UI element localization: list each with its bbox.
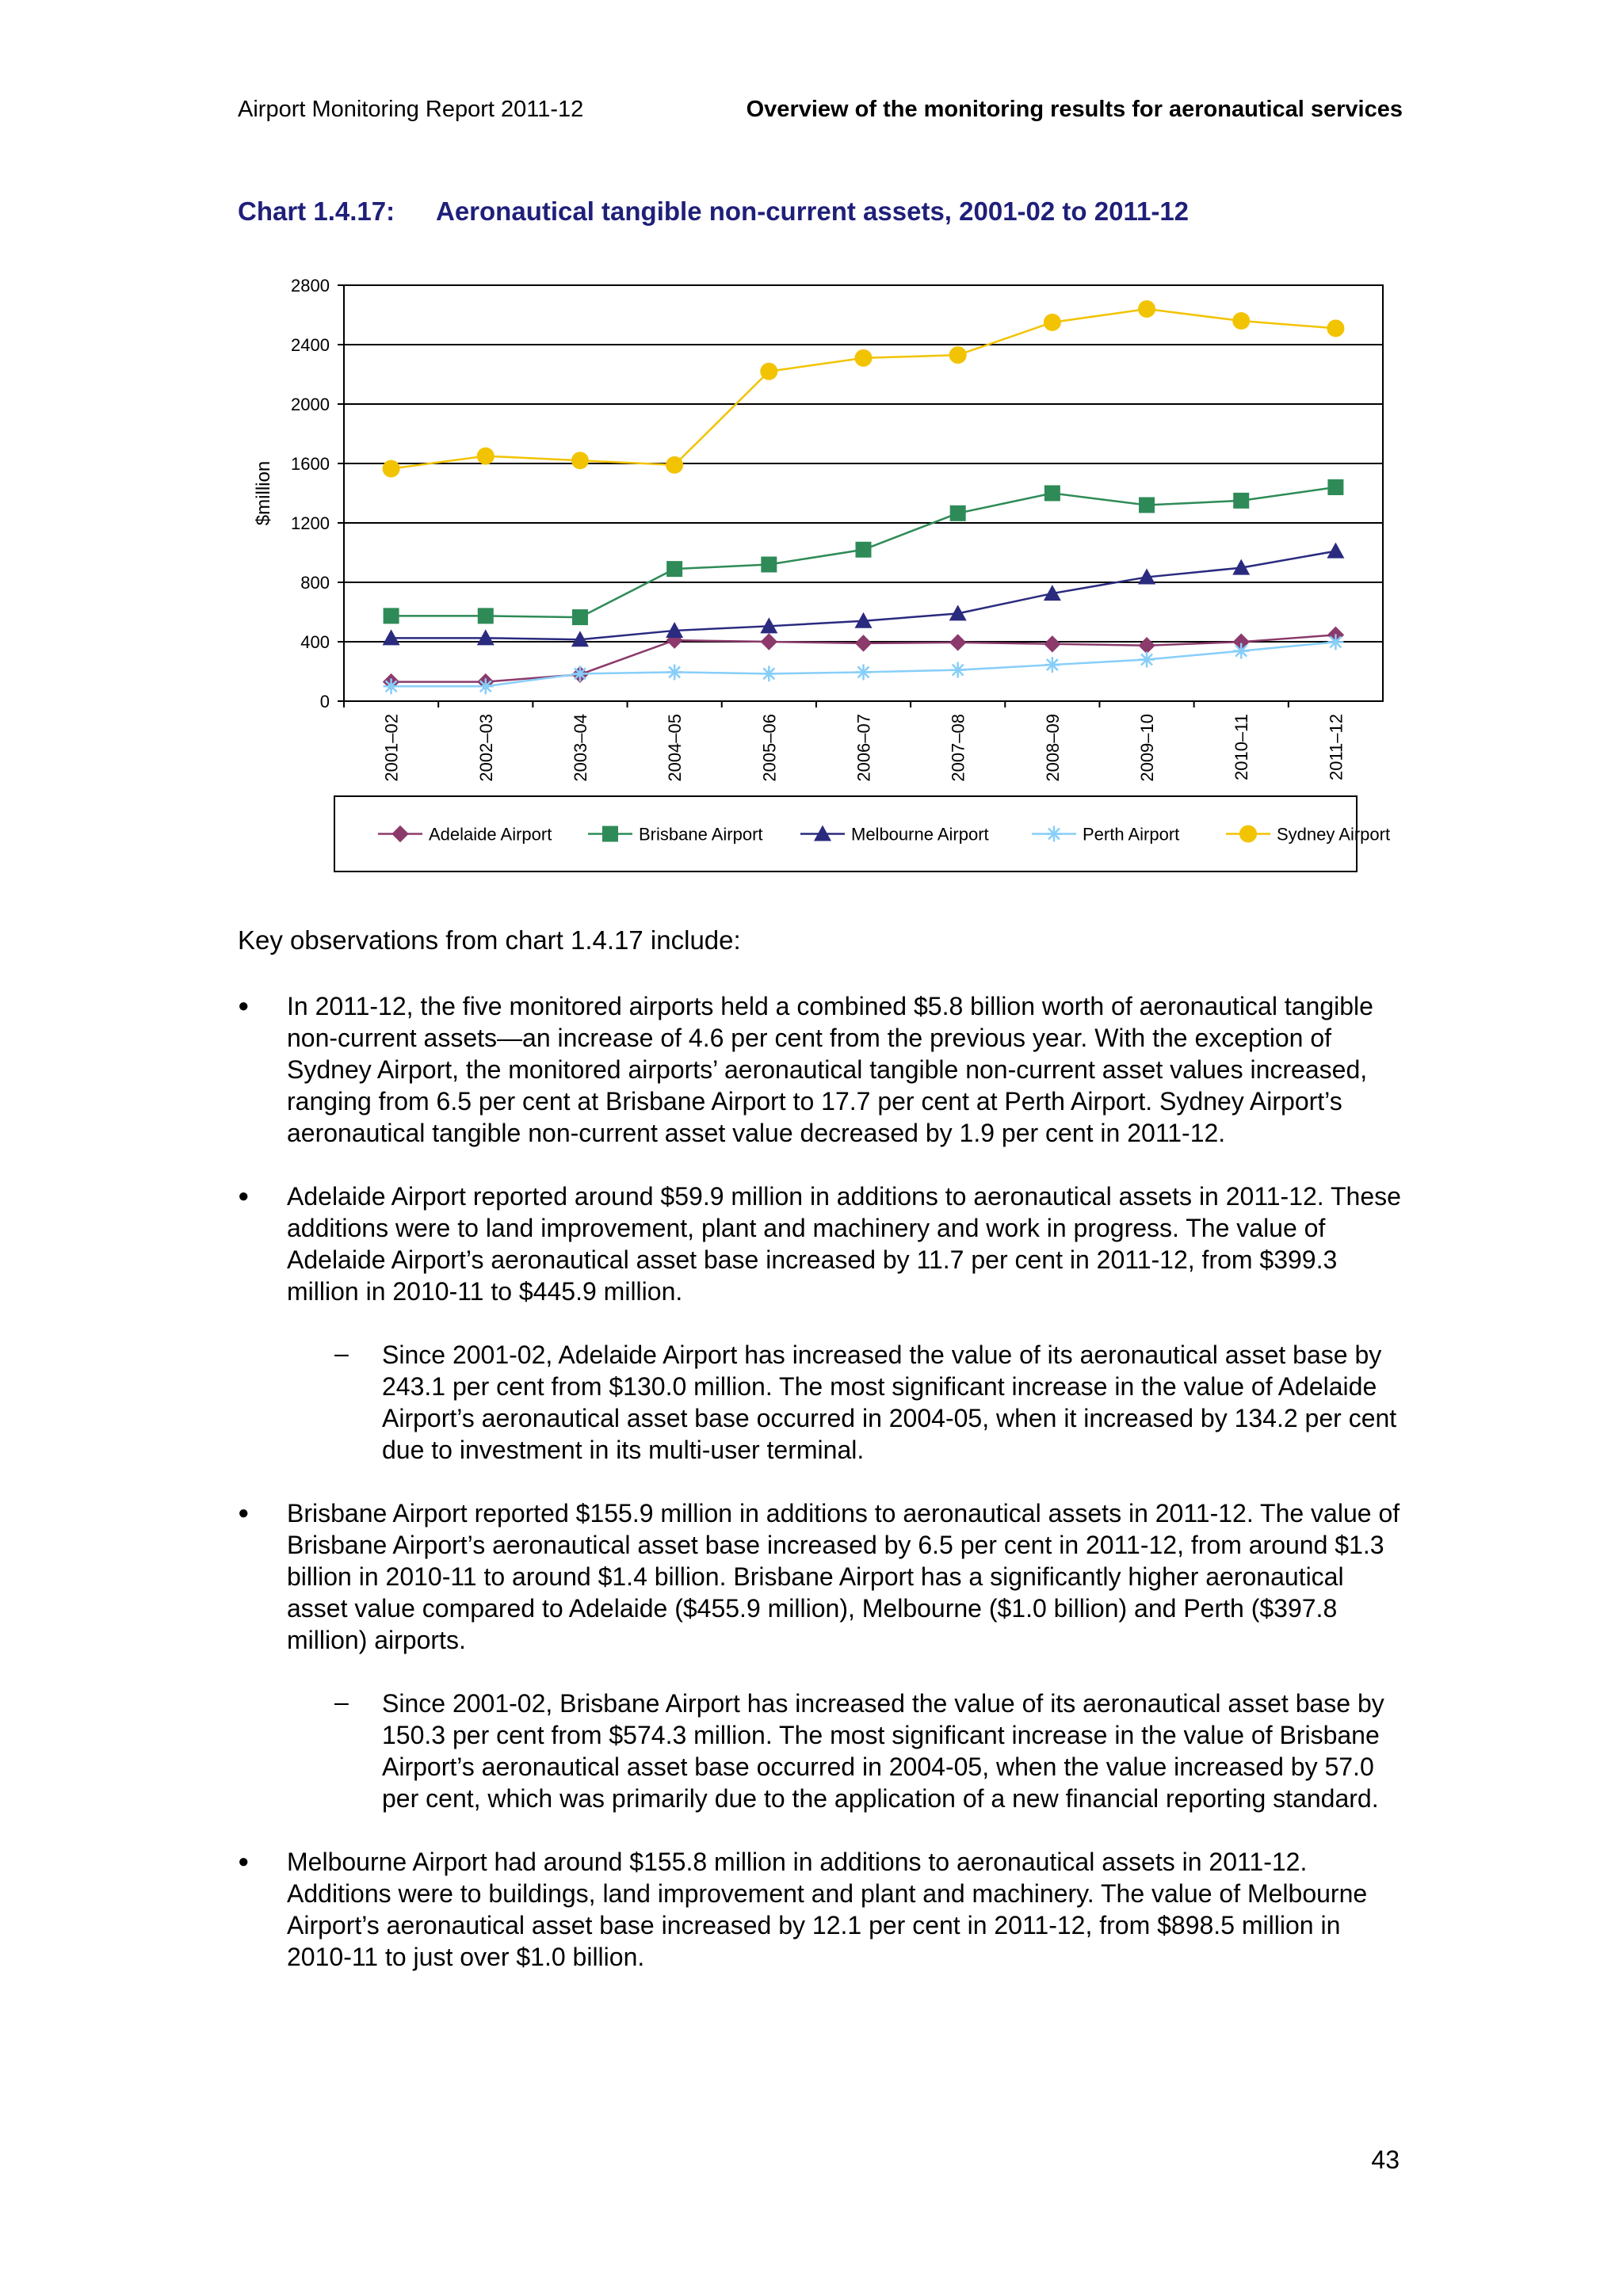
y-tick-label-800: 800 <box>300 573 330 593</box>
bullet-brisbane: ● Brisbane Airport reported $155.9 million in additions to aeronautical assets in 2011-12. The value of Brisbane Airport’s aeronautical asset base increased by 6.5 per cent in 2011-12, from around $1.3 billion in 2010-11 to around $1.4 billion. Brisbane Airport has a significantly higher aeronautical asset value compared to Adelaide ($455.9 million), Melbourne ($1.0 billion) and Perth ($397.8 million) airports. <box>238 1497 1411 1656</box>
x-tick-label-2002-03: 2002–03 <box>475 714 496 782</box>
point-sydney-airport-2006-07 <box>855 349 873 367</box>
point-brisbane-airport-2005-06 <box>761 557 777 573</box>
point-perth-airport-2008-09 <box>1044 657 1060 673</box>
header-section-title: Overview of the monitoring results for aeronautical services <box>746 97 1403 122</box>
sub-bullet-adelaide: – Since 2001-02, Adelaide Airport has increased the value of its aeronautical asset base by 243.1 per cent from $130.0 million. The most significant increase in the value of Adelaide Airport’s aeronautical asset base occurred in 2004-05, when it increased by 134.2 per cent due to investment in its multi-user terminal. <box>238 1339 1411 1466</box>
bullet-adelaide: ● Adelaide Airport reported around $59.9 million in additions to aeronautical assets in 2011-12. These additions were to land improvement, plant and machinery and work in progress. The value of Adelaide Airport’s aeronautical asset base increased by 11.7 per cent in 2011-12, from $399.3 million in 2010-11 to $445.9 million. <box>238 1180 1411 1307</box>
point-brisbane-airport-2010-11 <box>1233 493 1249 509</box>
point-brisbane-airport-2004-05 <box>666 561 682 577</box>
legend-marker-sydney-airport <box>1239 826 1257 843</box>
x-tick-label-2008-09: 2008–09 <box>1042 714 1063 782</box>
point-brisbane-airport-2003-04 <box>572 609 588 625</box>
point-perth-airport-2009-10 <box>1139 652 1155 668</box>
y-tick-label-1600: 1600 <box>291 454 330 474</box>
point-brisbane-airport-2007-08 <box>950 505 966 521</box>
point-brisbane-airport-2008-09 <box>1044 486 1060 502</box>
x-tick-label-2006-07: 2006–07 <box>854 714 874 782</box>
point-perth-airport-2004-05 <box>666 664 682 680</box>
y-tick-label-2800: 2800 <box>291 276 330 296</box>
legend-marker-brisbane-airport <box>602 826 618 842</box>
x-tick-label-2004-05: 2004–05 <box>665 714 685 782</box>
y-tick-label-2000: 2000 <box>291 395 330 414</box>
legend-label-brisbane-airport: Brisbane Airport <box>639 824 763 845</box>
point-sydney-airport-2005-06 <box>760 363 777 380</box>
chart-title-text: Aeronautical tangible non-current assets, 2001-02 to 2011-12 <box>436 196 1190 226</box>
bullet-combined-assets: ● In 2011-12, the five monitored airports held a combined $5.8 billion worth of aeronautical tangible non-current assets—an increase of 4.6 per cent from the previous year. With the exception of Sydney Airport, the monitored airports’ aeronautical tangible non-current asset values increased, ranging from 6.5 per cent at Brisbane Airport to 17.7 per cent at Perth Airport. Sydney Airport’s aeronautical tangible non-current asset value decreased by 1.9 per cent in 2011-12. <box>238 990 1411 1149</box>
point-brisbane-airport-2002-03 <box>478 608 494 624</box>
chart-number: Chart 1.4.17: <box>238 196 395 226</box>
sub-bullet-brisbane: – Since 2001-02, Brisbane Airport has increased the value of its aeronautical asset base by 150.3 per cent from $574.3 million. The most significant increase in the value of Brisbane Airport’s aeronautical asset base occurred in 2004-05, when the value increased by 57.0 per cent, which was primarily due to the application of a new financial reporting standard. <box>238 1688 1411 1814</box>
x-tick-label-2007-08: 2007–08 <box>948 714 968 782</box>
point-perth-airport-2001-02 <box>384 678 399 694</box>
chart-title <box>238 196 1189 227</box>
point-perth-airport-2005-06 <box>761 666 777 681</box>
x-tick-label-2009-10: 2009–10 <box>1137 714 1158 782</box>
legend-label-sydney-airport: Sydney Airport <box>1277 824 1391 845</box>
point-brisbane-airport-2006-07 <box>856 542 872 558</box>
y-tick-label-2400: 2400 <box>291 335 330 355</box>
point-sydney-airport-2003-04 <box>571 452 589 469</box>
point-sydney-airport-2002-03 <box>477 448 495 465</box>
page-number: 43 <box>1371 2145 1400 2174</box>
point-brisbane-airport-2009-10 <box>1139 498 1155 513</box>
x-tick-label-2010-11: 2010–11 <box>1232 714 1252 781</box>
point-sydney-airport-2010-11 <box>1232 312 1250 330</box>
y-axis-label: $million <box>253 460 274 526</box>
x-tick-label-2001-02: 2001–02 <box>381 714 402 782</box>
bullet-melbourne: ● Melbourne Airport had around $155.8 million in additions to aeronautical assets in 2011-12. Additions were to buildings, land improvement and plant and machinery. The value of Melbourne Airport’s aeronautical asset base increased by 12.1 per cent in 2011-12, from $898.5 million in 2010-11 to just over $1.0 billion. <box>238 1846 1411 1973</box>
point-brisbane-airport-2001-02 <box>384 608 399 624</box>
point-sydney-airport-2007-08 <box>949 346 967 364</box>
legend-label-perth-airport: Perth Airport <box>1083 824 1180 845</box>
y-tick-label-400: 400 <box>300 632 330 652</box>
key-observations-intro: Key observations from chart 1.4.17 include: <box>238 925 741 955</box>
header-report-title: Airport Monitoring Report 2011-12 <box>238 97 584 122</box>
point-perth-airport-2006-07 <box>856 664 872 680</box>
point-sydney-airport-2008-09 <box>1044 314 1061 331</box>
chart-legend <box>334 796 1390 871</box>
point-sydney-airport-2011-12 <box>1327 319 1344 337</box>
x-tick-label-2011-12: 2011–12 <box>1326 714 1346 781</box>
point-sydney-airport-2009-10 <box>1138 300 1155 318</box>
point-brisbane-airport-2011-12 <box>1327 479 1343 495</box>
y-tick-label-1200: 1200 <box>291 513 330 533</box>
x-tick-label-2003-04: 2003–04 <box>570 714 590 782</box>
point-sydney-airport-2004-05 <box>666 456 683 474</box>
line-chart <box>238 269 1395 887</box>
x-tick-label-2005-06: 2005–06 <box>759 714 780 782</box>
legend-label-melbourne-airport: Melbourne Airport <box>851 824 989 845</box>
observations-list <box>238 990 1411 2004</box>
legend-marker-perth-airport <box>1046 826 1062 842</box>
point-sydney-airport-2001-02 <box>383 460 400 478</box>
point-perth-airport-2011-12 <box>1327 634 1343 650</box>
legend-label-adelaide-airport: Adelaide Airport <box>429 824 552 845</box>
point-perth-airport-2010-11 <box>1233 643 1249 659</box>
y-tick-label-0: 0 <box>319 692 330 711</box>
